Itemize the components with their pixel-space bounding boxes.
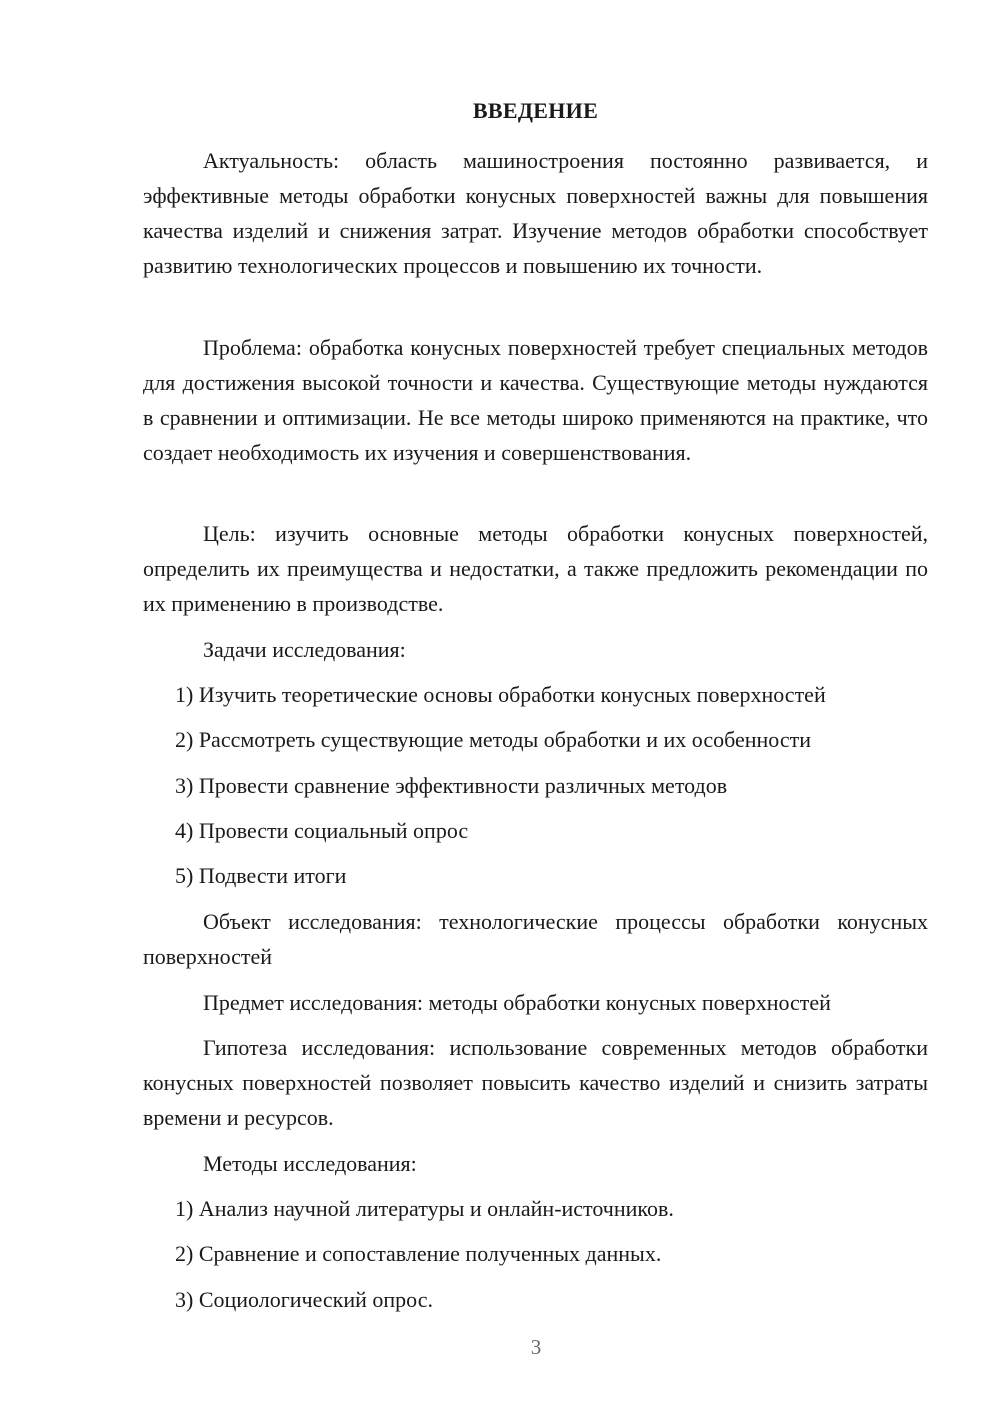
task-item: 1) Изучить теоретические основы обработки конусных поверхностей — [175, 682, 826, 707]
method-item: 2) Сравнение и сопоставление полученных данных. — [175, 1241, 662, 1266]
method-item: 3) Социологический опрос. — [175, 1287, 433, 1312]
page-title: ВВЕДЕНИЕ — [472, 98, 599, 123]
subject-paragraph: Предмет исследования: методы обработки конусных поверхностей — [203, 990, 831, 1015]
method-item: 1) Анализ научной литературы и онлайн-источников. — [175, 1196, 674, 1221]
task-item: 4) Провести социальный опрос — [175, 818, 469, 843]
problem-paragraph: Проблема: обработка конусных поверхностей требует специальных методов для достижения высокой точности и качества. Существующие методы нуждаются в сравнении и оптимизации. Не все методы широко применяются на практике, что создает необходимость их изучения и совершенствования. — [143, 335, 928, 465]
task-item: 3) Провести сравнение эффективности различных методов — [175, 773, 728, 798]
goal-paragraph: Цель: изучить основные методы обработки конусных поверхностей, определить их преимущества и недостатки, а также предложить рекомендации по их применению в производстве. — [143, 521, 928, 616]
tasks-heading: Задачи исследования: — [203, 637, 406, 662]
page-number: 3 — [530, 1335, 542, 1359]
object-paragraph: Объект исследования: технологические процессы обработки конусных поверхностей — [143, 909, 928, 969]
task-item: 5) Подвести итоги — [175, 863, 347, 888]
task-item: 2) Рассмотреть существующие методы обработки и их особенности — [175, 727, 812, 752]
hypothesis-paragraph: Гипотеза исследования: использование современных методов обработки конусных поверхностей позволяет повысить качество изделий и снизить затраты времени и ресурсов. — [143, 1035, 928, 1130]
methods-heading: Методы исследования: — [203, 1151, 417, 1176]
relevance-paragraph: Актуальность: область машиностроения постоянно развивается, и эффективные методы обработки конусных поверхностей важны для повышения качества изделий и снижения затрат. Изучение методов обработки способствует развитию технологических процессов и повышению их точности. — [143, 148, 928, 278]
